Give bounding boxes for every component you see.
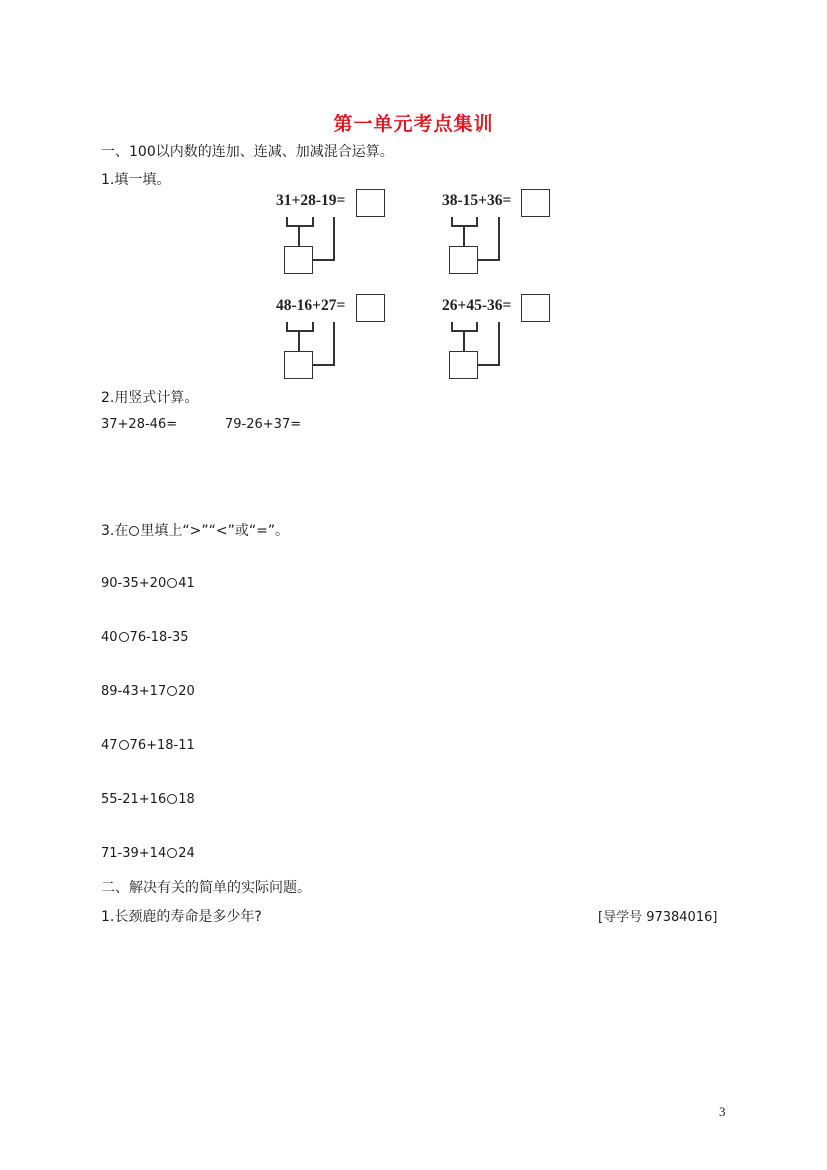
bracket-line bbox=[463, 330, 465, 351]
connector-line bbox=[478, 364, 500, 366]
comparison-right: 20 bbox=[178, 684, 195, 699]
answer-box[interactable] bbox=[356, 294, 385, 322]
compare-circle-icon[interactable] bbox=[167, 686, 177, 696]
connector-line bbox=[478, 259, 500, 261]
comparison-left: 47 bbox=[101, 738, 118, 753]
page-title: 第一单元考点集训 bbox=[333, 113, 494, 135]
compare-circle-icon[interactable] bbox=[167, 848, 177, 858]
intermediate-box[interactable] bbox=[449, 351, 478, 379]
comparison-right: 76+18-11 bbox=[129, 738, 195, 753]
comparison-left: 40 bbox=[101, 630, 118, 645]
comparison-left: 71-39+14 bbox=[101, 846, 167, 861]
intermediate-box[interactable] bbox=[284, 351, 313, 379]
diagram-expression: 26+45-36= bbox=[442, 297, 512, 314]
comparison-item-6 bbox=[101, 846, 195, 861]
compare-circle-icon bbox=[129, 526, 139, 536]
diagram-expression: 48-16+27= bbox=[276, 297, 346, 314]
section-1-heading: 一、100以内数的连加、连减、加减混合运算。 bbox=[101, 144, 394, 160]
answer-box[interactable] bbox=[356, 189, 385, 217]
comparison-item-4 bbox=[101, 738, 195, 753]
compare-circle-icon[interactable] bbox=[119, 632, 129, 642]
compare-circle-icon[interactable] bbox=[167, 578, 177, 588]
section-2-heading: 二、解决有关的简单的实际问题。 bbox=[101, 880, 311, 896]
connector-line bbox=[333, 217, 335, 260]
comparison-item-2 bbox=[101, 630, 189, 645]
comparison-right: 18 bbox=[178, 792, 195, 807]
bracket-line bbox=[286, 225, 314, 227]
comparison-left: 89-43+17 bbox=[101, 684, 167, 699]
intermediate-box[interactable] bbox=[449, 246, 478, 274]
diagram-expression: 38-15+36= bbox=[442, 192, 512, 209]
question-1-label: 1.填一填。 bbox=[101, 172, 171, 188]
compare-circle-icon[interactable] bbox=[167, 794, 177, 804]
connector-line bbox=[498, 322, 500, 365]
vertical-calc-problem-2: 79-26+37= bbox=[225, 417, 302, 432]
answer-box[interactable] bbox=[521, 294, 550, 322]
question-3-label-suffix: 里填上“>”“<”或“=”。 bbox=[140, 523, 290, 539]
connector-line bbox=[313, 259, 335, 261]
intermediate-box[interactable] bbox=[284, 246, 313, 274]
question-3-label bbox=[101, 520, 289, 540]
page-number: 3 bbox=[719, 1104, 726, 1119]
bracket-line bbox=[298, 330, 300, 351]
diagram-expression: 31+28-19= bbox=[276, 192, 346, 209]
bracket-line bbox=[463, 225, 465, 246]
reference-number: [导学号 97384016] bbox=[598, 910, 718, 925]
comparison-item-3 bbox=[101, 684, 195, 699]
connector-line bbox=[498, 217, 500, 260]
comparison-item-1 bbox=[101, 576, 195, 591]
compare-circle-icon[interactable] bbox=[119, 740, 129, 750]
answer-box[interactable] bbox=[521, 189, 550, 217]
section-2-question-1: 1.长颈鹿的寿命是多少年? bbox=[101, 909, 262, 925]
connector-line bbox=[313, 364, 335, 366]
comparison-right: 41 bbox=[178, 576, 195, 591]
bracket-line bbox=[286, 330, 314, 332]
comparison-left: 90-35+20 bbox=[101, 576, 167, 591]
question-2-label: 2.用竖式计算。 bbox=[101, 390, 199, 406]
comparison-right: 24 bbox=[178, 846, 195, 861]
vertical-calc-problem-1: 37+28-46= bbox=[101, 417, 178, 432]
question-3-label-prefix: 3.在 bbox=[101, 523, 129, 539]
comparison-right: 76-18-35 bbox=[129, 630, 189, 645]
comparison-item-5 bbox=[101, 792, 195, 807]
comparison-left: 55-21+16 bbox=[101, 792, 167, 807]
bracket-line bbox=[298, 225, 300, 246]
connector-line bbox=[333, 322, 335, 365]
